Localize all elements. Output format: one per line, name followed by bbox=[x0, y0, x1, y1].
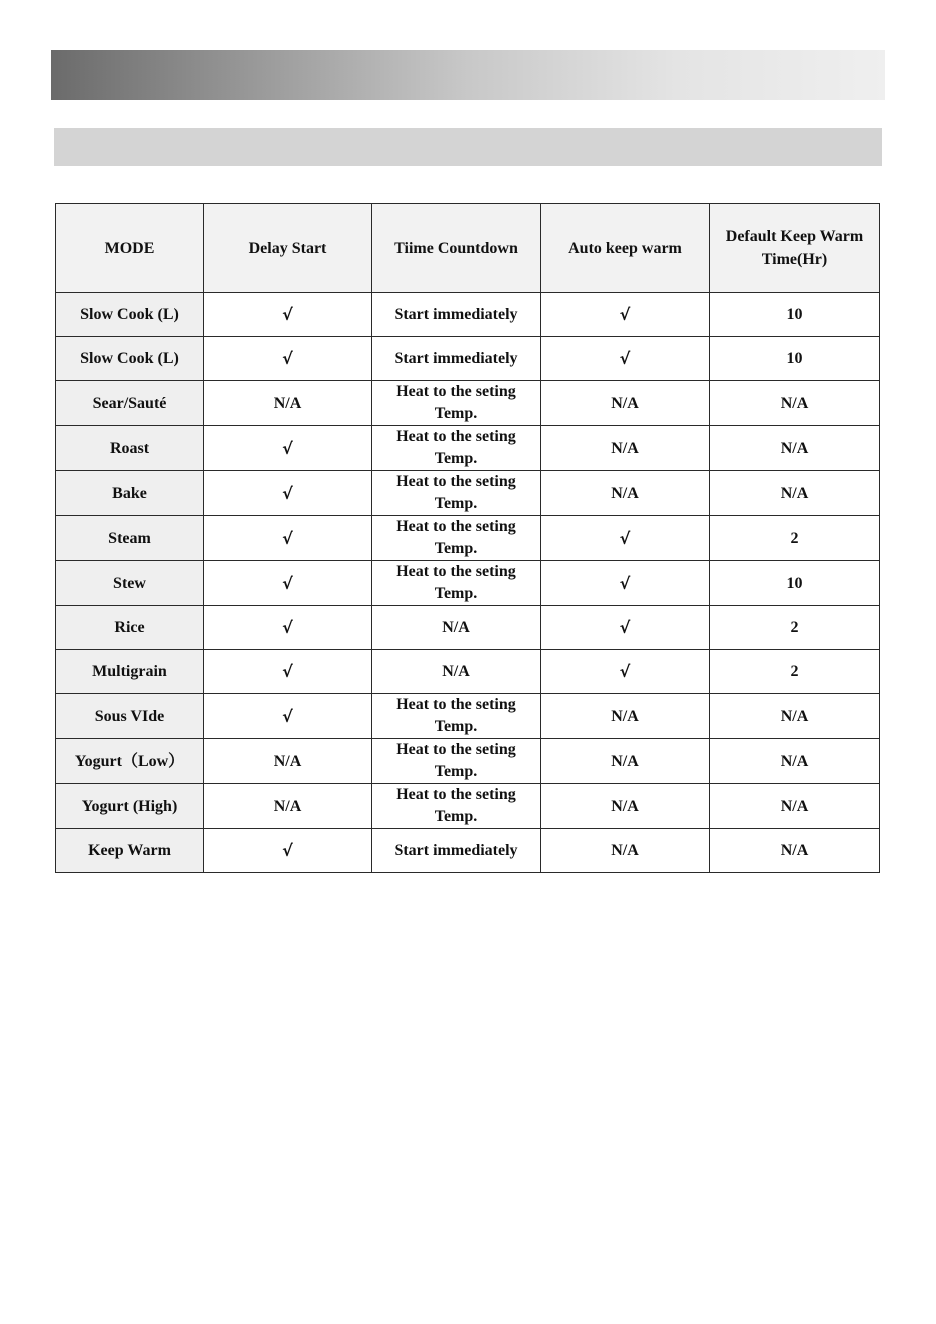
cell-delay-start: √ bbox=[204, 694, 372, 739]
cell-mode: Steam bbox=[56, 516, 204, 561]
table-row bbox=[56, 606, 880, 650]
header-auto-keep-warm: Auto keep warm bbox=[541, 204, 710, 293]
cell-mode: Yogurt（Low） bbox=[56, 739, 204, 784]
cell-mode: Yogurt (High) bbox=[56, 784, 204, 829]
cell-auto-keep-warm: N/A bbox=[541, 694, 710, 739]
cell-auto-keep-warm: √ bbox=[541, 650, 710, 694]
cell-delay-start: √ bbox=[204, 606, 372, 650]
header-gradient-bar bbox=[51, 50, 885, 100]
table-body bbox=[56, 293, 880, 873]
cell-time-countdown: Heat to the seting Temp. bbox=[372, 694, 541, 739]
cell-time-countdown: Start immediately bbox=[372, 337, 541, 381]
cell-default-keep-warm-time: N/A bbox=[710, 381, 880, 426]
cell-delay-start: √ bbox=[204, 829, 372, 873]
cell-time-countdown: Heat to the seting Temp. bbox=[372, 784, 541, 829]
table-row bbox=[56, 426, 880, 471]
cell-default-keep-warm-time: 10 bbox=[710, 561, 880, 606]
header-mode: MODE bbox=[56, 204, 204, 293]
cell-auto-keep-warm: N/A bbox=[541, 829, 710, 873]
table-row bbox=[56, 471, 880, 516]
cell-time-countdown: Heat to the seting Temp. bbox=[372, 471, 541, 516]
cell-time-countdown: Heat to the seting Temp. bbox=[372, 516, 541, 561]
table-row bbox=[56, 829, 880, 873]
table-row bbox=[56, 561, 880, 606]
cell-mode: Keep Warm bbox=[56, 829, 204, 873]
cell-auto-keep-warm: √ bbox=[541, 293, 710, 337]
cell-mode: Bake bbox=[56, 471, 204, 516]
mode-function-table bbox=[55, 203, 880, 873]
table-header-row bbox=[56, 204, 880, 293]
cell-auto-keep-warm: √ bbox=[541, 516, 710, 561]
cell-auto-keep-warm: N/A bbox=[541, 471, 710, 516]
table-row bbox=[56, 516, 880, 561]
cell-time-countdown: N/A bbox=[372, 606, 541, 650]
cell-default-keep-warm-time: 10 bbox=[710, 293, 880, 337]
cell-default-keep-warm-time: N/A bbox=[710, 784, 880, 829]
cell-auto-keep-warm: N/A bbox=[541, 381, 710, 426]
cell-auto-keep-warm: √ bbox=[541, 337, 710, 381]
cell-mode: Roast bbox=[56, 426, 204, 471]
table-row bbox=[56, 784, 880, 829]
cell-time-countdown: Heat to the seting Temp. bbox=[372, 561, 541, 606]
cell-default-keep-warm-time: 2 bbox=[710, 650, 880, 694]
cell-auto-keep-warm: √ bbox=[541, 606, 710, 650]
cell-mode: Rice bbox=[56, 606, 204, 650]
section-title-bar bbox=[54, 128, 882, 166]
cell-default-keep-warm-time: N/A bbox=[710, 739, 880, 784]
cell-delay-start: N/A bbox=[204, 381, 372, 426]
cell-default-keep-warm-time: N/A bbox=[710, 426, 880, 471]
cell-default-keep-warm-time: N/A bbox=[710, 694, 880, 739]
table-row bbox=[56, 694, 880, 739]
cell-delay-start: √ bbox=[204, 293, 372, 337]
table-row bbox=[56, 381, 880, 426]
cell-mode: Slow Cook (L) bbox=[56, 337, 204, 381]
cell-default-keep-warm-time: N/A bbox=[710, 471, 880, 516]
cell-auto-keep-warm: √ bbox=[541, 561, 710, 606]
cell-auto-keep-warm: N/A bbox=[541, 426, 710, 471]
cell-delay-start: √ bbox=[204, 426, 372, 471]
cell-auto-keep-warm: N/A bbox=[541, 739, 710, 784]
cell-delay-start: N/A bbox=[204, 784, 372, 829]
cell-mode: Sear/Sauté bbox=[56, 381, 204, 426]
header-time-countdown: Tiime Countdown bbox=[372, 204, 541, 293]
cell-time-countdown: Heat to the seting Temp. bbox=[372, 739, 541, 784]
cell-default-keep-warm-time: 10 bbox=[710, 337, 880, 381]
table-row bbox=[56, 739, 880, 784]
table-row bbox=[56, 293, 880, 337]
cell-default-keep-warm-time: 2 bbox=[710, 606, 880, 650]
cell-auto-keep-warm: N/A bbox=[541, 784, 710, 829]
cell-time-countdown: Start immediately bbox=[372, 293, 541, 337]
cell-delay-start: √ bbox=[204, 337, 372, 381]
cell-mode: Sous VIde bbox=[56, 694, 204, 739]
cell-default-keep-warm-time: N/A bbox=[710, 829, 880, 873]
cell-mode: Stew bbox=[56, 561, 204, 606]
header-default-keep-warm-time: Default Keep Warm Time(Hr) bbox=[710, 204, 880, 293]
cell-delay-start: N/A bbox=[204, 739, 372, 784]
table-row bbox=[56, 337, 880, 381]
cell-time-countdown: N/A bbox=[372, 650, 541, 694]
cell-delay-start: √ bbox=[204, 650, 372, 694]
cell-delay-start: √ bbox=[204, 471, 372, 516]
cell-delay-start: √ bbox=[204, 561, 372, 606]
header-delay-start: Delay Start bbox=[204, 204, 372, 293]
cell-mode: Slow Cook (L) bbox=[56, 293, 204, 337]
cell-time-countdown: Heat to the seting Temp. bbox=[372, 381, 541, 426]
cell-delay-start: √ bbox=[204, 516, 372, 561]
cell-default-keep-warm-time: 2 bbox=[710, 516, 880, 561]
cell-time-countdown: Start immediately bbox=[372, 829, 541, 873]
table-row bbox=[56, 650, 880, 694]
cell-time-countdown: Heat to the seting Temp. bbox=[372, 426, 541, 471]
cell-mode: Multigrain bbox=[56, 650, 204, 694]
